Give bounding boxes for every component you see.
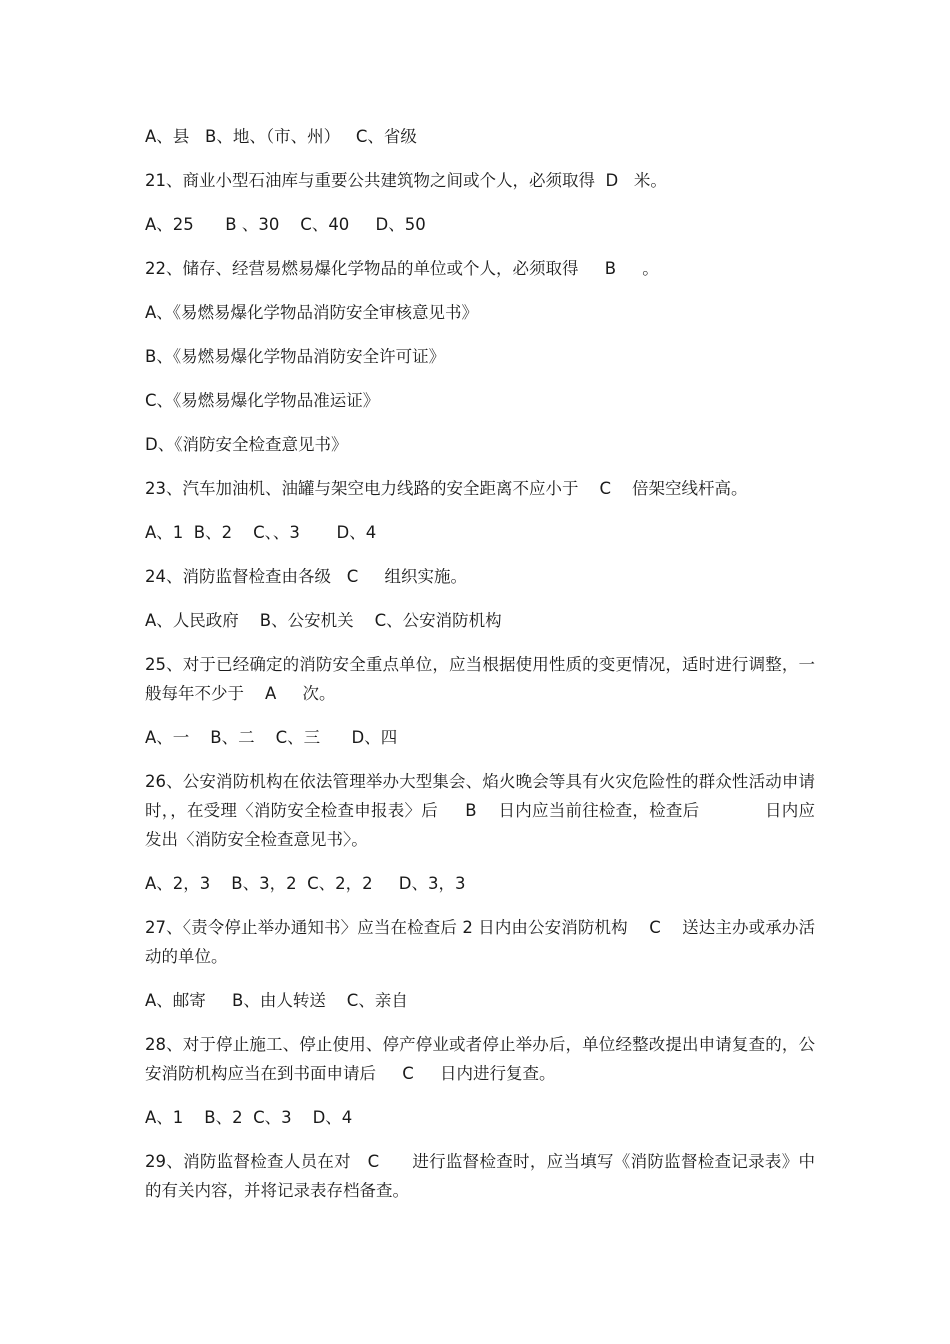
question-21: 21、商业小型石油库与重要公共建筑物之间或个人，必须取得 D 米。 bbox=[145, 171, 667, 190]
answer-options-27: A、邮寄 B、由人转送 C、亲自 bbox=[145, 991, 408, 1010]
answer-option-22a: A、《易燃易爆化学物品消防安全审核意见书》 bbox=[145, 303, 479, 322]
answer-options-24: A、人民政府 B、公安机关 C、公安消防机构 bbox=[145, 611, 502, 630]
question-27: 27、〈责令停止举办通知书〉应当在检查后 2 日内由公安消防机构 C 送达主办或承办活动的单位。 bbox=[145, 918, 815, 966]
question-29: 29、消防监督检查人员在对 C 进行监督检查时，应当填写《消防监督检查记录表》中的有关内容，并将记录表存档备查。 bbox=[145, 1152, 815, 1200]
question-22: 22、储存、经营易燃易爆化学物品的单位或个人，必须取得 B 。 bbox=[145, 259, 659, 278]
document-page bbox=[145, 122, 815, 1220]
answer-options-20: A、县 B、地、（市、州） C、省级 bbox=[145, 127, 417, 146]
answer-options-28: A、1 B、2 C、3 D、4 bbox=[145, 1108, 353, 1127]
question-23: 23、汽车加油机、油罐与架空电力线路的安全距离不应小于 C 倍架空线杆高。 bbox=[145, 479, 748, 498]
question-24: 24、消防监督检查由各级 C 组织实施。 bbox=[145, 567, 467, 586]
answer-options-23: A、1 B、2 C、、3 D、4 bbox=[145, 523, 377, 542]
question-25: 25、对于已经确定的消防安全重点单位，应当根据使用性质的变更情况，适时进行调整，一般每年不少于 A 次。 bbox=[145, 655, 815, 703]
answer-option-22c: C、《易燃易爆化学物品准运证》 bbox=[145, 391, 380, 410]
question-26: 26、公安消防机构在依法管理举办大型集会、焰火晚会等具有火灾危险性的群众性活动申请时，，在受理〈消防安全检查申报表〉后 B 日内应当前往检查，检查后 日内应发出〈消防安全检查意见书〉。 bbox=[145, 772, 815, 849]
answer-option-22d: D、《消防安全检查意见书》 bbox=[145, 435, 348, 454]
answer-options-26: A、2，3 B、3，2 C、2，2 D、3，3 bbox=[145, 874, 466, 893]
answer-options-21: A、25 B 、30 C、40 D、50 bbox=[145, 215, 426, 234]
question-28: 28、对于停止施工、停止使用、停产停业或者停止举办后，单位经整改提出申请复查的，公安消防机构应当在到书面申请后 C 日内进行复查。 bbox=[145, 1035, 815, 1083]
answer-options-25: A、一 B、二 C、三 D、四 bbox=[145, 728, 398, 747]
answer-option-22b: B、《易燃易爆化学物品消防安全许可证》 bbox=[145, 347, 446, 366]
